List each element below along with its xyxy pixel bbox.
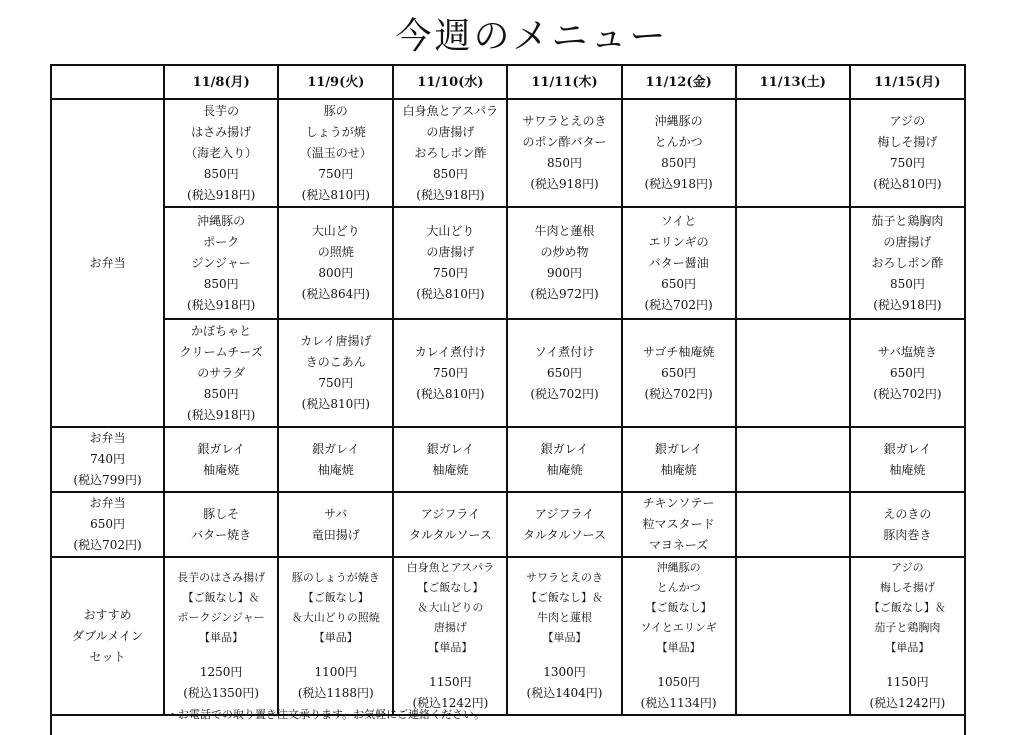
menu-item-tax-price: (税込918円) [187,297,256,312]
recommend-row [51,557,965,715]
menu-item-tax-price: (税込864円) [301,287,370,301]
bento-label: お弁当 [51,99,164,427]
empty-cell [736,492,850,557]
spacer [851,658,964,672]
set-menu-cell [850,557,965,715]
date-header: 11/11(木) [507,65,621,99]
menu-item-name: アジフライ タルタルソース [408,506,492,542]
menu-item-tax-price: (税込918円) [187,187,256,202]
menu-item-cell [278,427,393,492]
date-header: 11/10(水) [393,65,507,99]
menu-item-name: 牛肉と蓮根 の炒め物 [534,224,595,259]
menu-item-cell [850,207,965,319]
menu-item-price: 850円 [889,276,925,291]
bento-650-row [51,492,965,557]
spacer [279,648,392,662]
menu-item-name: 茄子と鶏胸肉 の唐揚げ おろしポン酢 [871,213,944,270]
menu-item-price: 750円 [318,166,354,181]
menu-item-name: 豚のしょうが焼き 【ご飯なし】 ＆大山どりの照焼 【単品】 [291,571,380,644]
date-header: 11/13(土) [736,65,850,99]
menu-item-cell [393,427,507,492]
bento-650-tax: (税込702円) [73,538,142,552]
menu-item-tax-price: (税込810円) [416,287,485,301]
date-header: 11/8(月) [164,65,278,99]
menu-item-tax-price: (税込810円) [416,386,485,401]
page-title: 今週のメニュー [395,16,669,57]
menu-item-cell [622,427,736,492]
menu-item-price: 750円 [432,365,468,380]
menu-item-cell [850,427,965,492]
footer-note: ・お電話での取り置き注文承ります。お気軽にご連絡ください。 [167,708,486,721]
menu-item-price: 900円 [547,266,582,280]
menu-item-name: サゴチ柚庵焼 [642,344,715,359]
menu-item-tax-price: (税込918円) [416,187,485,202]
menu-item-tax-price: (税込702円) [873,386,942,401]
empty-cell [736,319,850,427]
menu-item-name: 白身魚とアスパラ 【ご飯なし】 ＆大山どりの 唐揚げ 【単品】 [406,561,495,654]
menu-item-price: 1100円 [314,665,358,679]
empty-cell [736,207,850,319]
menu-item-name: チキンソテー 粒マスタード マヨネーズ [642,496,715,552]
menu-item-name: 長芋の はさみ揚げ （海老入り） [185,103,258,160]
menu-item-cell [507,492,621,557]
set-menu-cell [507,557,621,715]
menu-item-price: 800円 [318,266,354,280]
menu-item-price: 1150円 [886,675,929,689]
menu-item-cell [622,207,736,319]
menu-item-cell [622,492,736,557]
bento-section [51,99,965,427]
menu-item-name: アジの 梅しそ揚げ [877,114,938,149]
menu-item-cell [622,99,736,207]
menu-item-tax-price: (税込972円) [530,287,599,301]
menu-item-tax-price: (税込810円) [873,177,942,191]
menu-item-cell [164,207,278,319]
menu-item-name: 沖縄豚の とんかつ 【ご飯なし】 ソイとエリンギ 【単品】 [640,561,717,654]
menu-item-tax-price: (税込1242円) [869,696,946,710]
menu-item-tax-price: (税込1134円) [640,696,717,710]
bento-740-price: 740円 [90,452,125,466]
bento-740-label [51,427,164,492]
menu-item-name: アジの 梅しそ揚げ 【ご飯なし】＆ 茄子と鶏胸肉 【単品】 [868,561,946,654]
menu-item-price: 850円 [203,386,239,401]
menu-item-cell [850,99,965,207]
menu-item-cell [164,492,278,557]
menu-item-cell [164,427,278,492]
menu-item-name: カレイ煮付け [414,344,487,359]
menu-item-name: カレイ唐揚げ きのこあん [300,334,372,369]
menu-item-cell [507,427,621,492]
set-menu-cell [164,557,278,715]
menu-item-name: ソイと エリンギの バター醤油 [648,213,709,270]
menu-item-cell [850,492,965,557]
menu-item-name: 豚しそ バター焼き [191,506,252,542]
spacer [623,658,735,672]
menu-item-price: 650円 [547,365,582,380]
menu-item-name: かぼちゃと クリームチーズ のサラダ [179,323,263,380]
menu-item-cell [622,319,736,427]
menu-item-tax-price: (税込1188円) [297,686,374,700]
menu-item-cell [278,99,393,207]
menu-item-name: 長芋のはさみ揚げ 【ご飯なし】＆ ポークジンジャー 【単品】 [177,571,266,644]
menu-item-price: 1300円 [543,665,586,679]
menu-item-name: 銀ガレイ 柚庵焼 [197,441,245,477]
bento-650-label-text: お弁当 [89,496,126,510]
menu-item-name: アジフライ タルタルソース [523,506,606,542]
bento-740-label-text: お弁当 [89,431,126,445]
bento-650-price: 650円 [90,517,125,531]
menu-item-cell [393,207,507,319]
menu-item-tax-price: (税込918円) [187,407,256,422]
menu-item-cell [164,319,278,427]
date-header: 11/15(月) [850,65,965,99]
date-header: 11/9(火) [278,65,393,99]
menu-item-cell [393,492,507,557]
menu-item-name: 大山どり の照焼 [311,224,360,259]
menu-item-tax-price: (税込810円) [301,397,370,411]
menu-item-price: 1050円 [657,675,700,689]
set-menu-cell [393,557,507,715]
bento-740-tax: (税込799円) [73,473,142,487]
menu-item-cell [507,99,621,207]
menu-item-name: 豚の しょうが焼 （温玉のせ） [299,103,372,160]
menu-item-name: えのきの 豚肉巻き [883,506,932,542]
header-row [51,65,965,99]
menu-item-price: 1250円 [199,665,243,679]
set-menu-cell [622,557,736,715]
recommend-label-text: おすすめ ダブルメイン セット [72,607,144,664]
menu-item-tax-price: (税込1350円) [183,686,260,700]
menu-item-name: 大山どり の唐揚げ [426,224,475,259]
menu-item-price: 850円 [203,276,239,291]
empty-cell [736,99,850,207]
spacer [165,648,277,662]
menu-item-tax-price: (税込702円) [644,386,713,401]
menu-item-cell [278,492,393,557]
bento-row [51,319,965,427]
menu-item-price: 850円 [203,166,239,181]
menu-item-price: 650円 [889,365,925,380]
bento-row [51,99,965,207]
menu-item-name: 銀ガレイ 柚庵焼 [540,441,589,477]
empty-cell [736,427,850,492]
menu-item-name: サバ塩焼き [877,344,938,359]
menu-item-cell [507,319,621,427]
menu-item-tax-price: (税込702円) [644,297,713,312]
menu-item-name: サバ 竜田揚げ [311,506,360,542]
menu-item-tax-price: (税込702円) [530,386,599,401]
bento-650-label [51,492,164,557]
bento-740-row [51,427,965,492]
menu-item-name: ソイ煮付け [534,344,595,359]
empty-cell [736,557,850,715]
bento-row [51,207,965,319]
spacer [394,658,506,672]
menu-item-tax-price: (税込1404円) [526,686,603,700]
menu-item-cell [393,99,507,207]
menu-item-cell [850,319,965,427]
menu-item-name: 沖縄豚の ポーク ジンジャー [191,213,251,270]
date-header: 11/12(金) [622,65,736,99]
recommend-label [51,557,164,715]
set-menu-cell [278,557,393,715]
menu-item-price: 750円 [432,266,468,280]
menu-item-tax-price: (税込918円) [873,297,942,312]
menu-item-tax-price: (税込918円) [530,177,599,191]
menu-item-name: 沖縄豚の とんかつ [654,114,703,149]
menu-item-price: 650円 [661,276,697,291]
menu-item-name: 銀ガレイ 柚庵焼 [654,441,703,477]
menu-item-price: 750円 [318,376,354,390]
corner-cell [51,65,164,99]
menu-item-name: 銀ガレイ 柚庵焼 [426,441,475,477]
menu-item-price: 850円 [432,166,468,181]
menu-item-name: サワラとえのき 【ご飯なし】＆ 牛肉と蓮根 【単品】 [526,571,603,644]
menu-item-name: 銀ガレイ 柚庵焼 [312,441,360,477]
menu-item-price: 650円 [661,365,697,380]
menu-item-cell [507,207,621,319]
menu-item-tax-price: (税込918円) [644,177,713,191]
menu-item-name: 銀ガレイ 柚庵焼 [883,441,932,477]
menu-item-cell [278,207,393,319]
footer [50,700,966,735]
menu-item-price: 750円 [889,156,925,170]
menu-item-name: 白身魚とアスパラ の唐揚げ おろしポン酢 [402,103,499,160]
menu-item-tax-price: (税込1242円) [412,696,489,710]
menu-item-name: サワラとえのき のポン酢バター [522,114,607,149]
menu-item-cell [278,319,393,427]
weekly-menu-table [50,64,966,716]
menu-item-price: 1150円 [429,675,472,689]
menu-item-cell [393,319,507,427]
menu-item-price: 850円 [547,156,582,170]
menu-item-cell [164,99,278,207]
spacer [508,648,620,662]
menu-item-tax-price: (税込810円) [301,187,370,202]
menu-item-price: 850円 [661,156,697,170]
